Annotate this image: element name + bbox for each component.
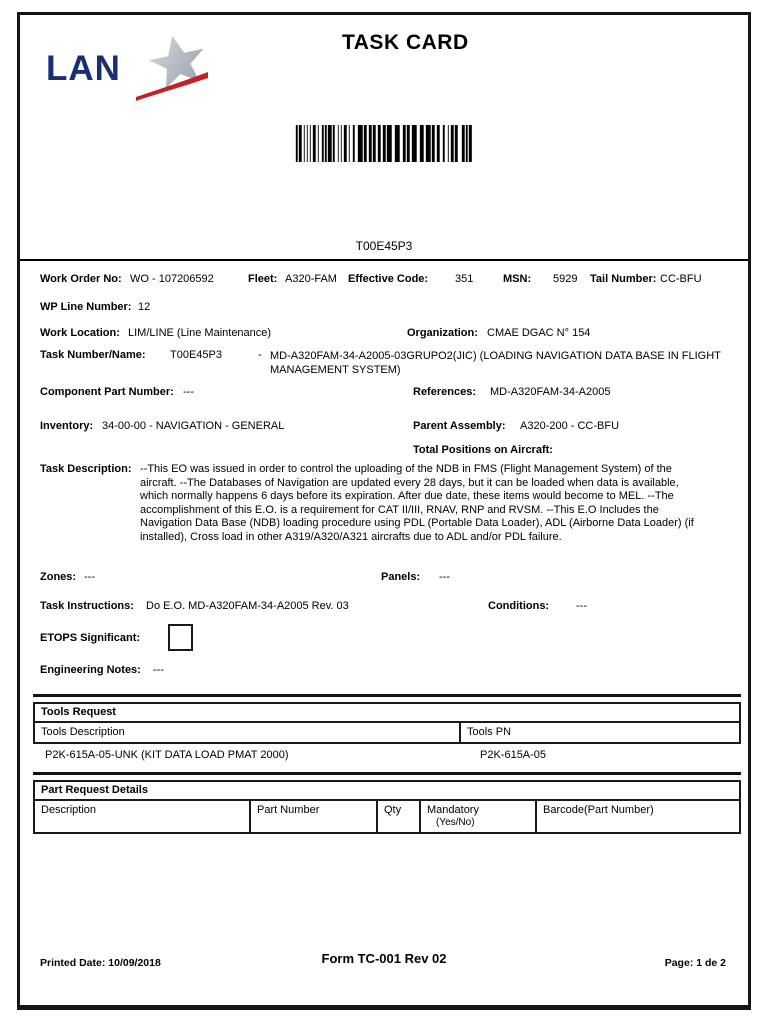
printed-date: Printed Date: 10/09/2018 [40, 957, 161, 969]
references-value: MD-A320FAM-34-A2005 [490, 386, 611, 398]
zones-value: --- [84, 571, 95, 583]
references-label: References: [413, 386, 476, 398]
zones-label: Zones: [40, 571, 77, 583]
part-qty-header: Qty [376, 801, 419, 832]
effective-code-value: 351 [455, 273, 474, 285]
part-description-header: Description [41, 804, 97, 816]
task-number-label: Task Number/Name: [40, 349, 146, 361]
inventory-label: Inventory: [40, 420, 94, 432]
barcode [296, 125, 472, 162]
mandatory-yesno-hint: (Yes/No) [436, 817, 475, 828]
etops-label: ETOPS Significant: [40, 632, 141, 644]
total-positions-label: Total Positions on Aircraft: [413, 444, 553, 456]
panels-label: Panels: [381, 571, 421, 583]
header-divider [20, 259, 748, 261]
etops-checkbox[interactable] [168, 624, 193, 651]
part-request-title: Part Request Details [35, 782, 739, 801]
part-barcode-header: Barcode(Part Number) [535, 801, 739, 832]
page-number: Page: 1 de 2 [664, 957, 726, 969]
part-section-rule [33, 772, 741, 775]
work-location-label: Work Location: [40, 327, 120, 339]
task-instructions-value: Do E.O. MD-A320FAM-34-A2005 Rev. 03 [146, 600, 349, 612]
task-instructions-label: Task Instructions: [40, 600, 134, 612]
wp-line-value: 12 [138, 301, 151, 313]
wp-line-label: WP Line Number: [40, 301, 132, 313]
page-border-frame [17, 12, 751, 1010]
form-revision: Form TC-001 Rev 02 [321, 951, 447, 966]
tools-section-rule [33, 694, 741, 697]
organization-value: CMAE DGAC N° 154 [487, 327, 591, 339]
work-order-value: WO - 107206592 [130, 273, 214, 285]
part-request-table [33, 780, 741, 834]
component-pn-value: --- [183, 386, 194, 398]
barcode-text: T00E45P3 [355, 239, 413, 253]
conditions-label: Conditions: [488, 600, 550, 612]
tail-number-value: CC-BFU [660, 273, 702, 285]
tools-description-header: Tools Description [41, 726, 125, 738]
part-number-header: Part Number [249, 801, 376, 832]
task-description-value: --This EO was issued in order to control the uploading of the NDB in FMS (Flight Management System) of the aircraft. --The Databases of Navigation are updated every 28 days, but it can be loaded when data is available, which normally happens 6 days before its expiration. After due date, these items would become to MEL. --The accomplishment of this E.O. is a requirement for CAT II/III, RNAV, RNP and RVSM. --This E.O Includes the Navigation Data Base (NDB) loading procedure using PDL (Portable Data Loader), ADL (Airborne Data Loader) (if installed), Cross load in other A319/A320/A321 aircrafts due to ADL and/or PDL failure. [140, 463, 694, 543]
task-name-value: MD-A320FAM-34-A2005-03GRUPO2(JIC) (LOADING NAVIGATION DATA BASE IN FLIGHT MANAGEMENT SYSTEM) [270, 350, 721, 376]
tools-row-description: P2K-615A-05-UNK (KIT DATA LOAD PMAT 2000) [45, 749, 289, 761]
lan-logo [38, 31, 208, 109]
panels-value: --- [439, 571, 450, 583]
task-number-value: T00E45P3 [170, 349, 222, 361]
tools-row-pn: P2K-615A-05 [480, 749, 547, 761]
lan-star-swoosh-icon [136, 31, 216, 113]
effective-code-label: Effective Code: [348, 273, 429, 285]
component-pn-label: Component Part Number: [40, 386, 174, 398]
task-description-label: Task Description: [40, 463, 132, 475]
work-order-label: Work Order No: [40, 273, 122, 285]
lan-logo-text: LAN [46, 49, 121, 88]
fleet-label: Fleet: [248, 273, 278, 285]
task-number-separator: - [258, 349, 262, 361]
parent-assembly-value: A320-200 - CC-BFU [520, 420, 620, 432]
tools-request-table [33, 702, 741, 744]
msn-value: 5929 [553, 273, 578, 285]
parent-assembly-label: Parent Assembly: [413, 420, 506, 432]
fleet-value: A320-FAM [285, 273, 337, 285]
part-mandatory-header [419, 801, 535, 832]
page-title: TASK CARD [342, 31, 469, 54]
tools-request-title: Tools Request [35, 704, 739, 723]
msn-label: MSN: [503, 273, 532, 285]
tail-number-label: Tail Number: [590, 273, 657, 285]
mandatory-header-text: Mandatory [427, 804, 479, 816]
conditions-value: --- [576, 600, 587, 612]
tools-pn-header: Tools PN [459, 723, 739, 742]
engineering-notes-value: --- [153, 664, 164, 676]
inventory-value: 34-00-00 - NAVIGATION - GENERAL [102, 420, 285, 432]
organization-label: Organization: [407, 327, 478, 339]
work-location-value: LIM/LINE (Line Maintenance) [128, 327, 272, 339]
engineering-notes-label: Engineering Notes: [40, 664, 141, 676]
